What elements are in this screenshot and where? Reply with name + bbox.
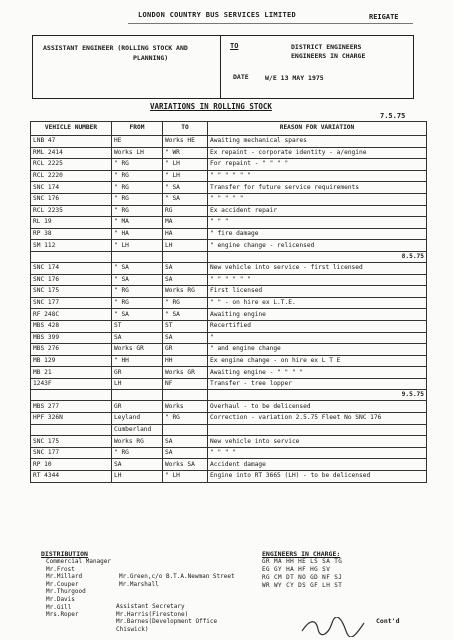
- table-row: [31, 274, 427, 286]
- engineer-code-row: EG GY HA HF HG SV: [262, 566, 331, 573]
- from-cell: ST: [112, 320, 163, 332]
- to-cell: MA: [163, 217, 208, 229]
- reason-cell: " fire damage: [208, 228, 427, 240]
- to-cell: " RG: [163, 413, 208, 425]
- table-row: [31, 459, 427, 471]
- from-cell: " HA: [112, 228, 163, 240]
- reason-cell: ": [208, 332, 427, 344]
- distribution-item: Assistant Secretary: [116, 603, 185, 610]
- memo-to-line: DISTRICT ENGINEERS: [291, 43, 362, 51]
- reason-cell: Overhaul - to be delicensed: [208, 401, 427, 413]
- table-row: [31, 424, 427, 436]
- vehicle-number-cell: SNC 175: [31, 286, 112, 298]
- column-header: VEHICLE NUMBER: [31, 122, 112, 136]
- to-cell: Works RG: [163, 286, 208, 298]
- table-row: [31, 471, 427, 483]
- column-header: REASON FOR VARIATION: [208, 122, 427, 136]
- to-cell: " LH: [163, 159, 208, 171]
- table-row: [31, 344, 427, 356]
- from-cell: " HH: [112, 355, 163, 367]
- from-cell: LH: [112, 378, 163, 390]
- distribution-item: Mr.Couper: [46, 580, 79, 588]
- vehicle-number-cell: RL 19: [31, 217, 112, 229]
- reason-cell: " engine change - relicensed: [208, 240, 427, 252]
- from-cell: " SA: [112, 309, 163, 321]
- vehicle-number-cell: MB 21: [31, 367, 112, 379]
- to-cell: RG: [163, 205, 208, 217]
- from-cell: " MA: [112, 217, 163, 229]
- distribution-item: Mr.Green,c/o B.T.A.Newman Street: [119, 573, 235, 580]
- from-cell: " LH: [112, 240, 163, 252]
- to-cell: HH: [163, 355, 208, 367]
- distribution-item: Mr.Harris(Firestone): [116, 610, 189, 618]
- table-row: [31, 413, 427, 425]
- distribution-title: DISTRIBUTION: [41, 550, 88, 558]
- continued-note: Cont'd: [376, 617, 400, 625]
- table-row: [31, 182, 427, 194]
- reason-cell: " " " ": [208, 447, 427, 459]
- distribution-item: Mr.Frost: [46, 565, 75, 573]
- to-cell: [163, 424, 208, 436]
- to-cell: SA: [163, 274, 208, 286]
- reason-cell: New vehicle into service - first licensed: [208, 262, 427, 274]
- from-cell: " RG: [112, 170, 163, 182]
- distribution-item: Mr.Thurgood: [46, 588, 86, 596]
- memo-to-label: TO: [230, 42, 239, 50]
- reason-cell: " and engine change: [208, 344, 427, 356]
- vehicle-number-cell: LNB 47: [31, 136, 112, 148]
- table-row: [31, 309, 427, 321]
- table-row: [31, 378, 427, 390]
- vehicle-number-cell: SNC 174: [31, 182, 112, 194]
- reason-cell: Awaiting engine - " " " ": [208, 367, 427, 379]
- to-cell: Works HE: [163, 136, 208, 148]
- memo-box-divider: [220, 36, 221, 98]
- distribution-item: Mrs.Roper: [46, 611, 79, 619]
- memo-to-line: ENGINEERS IN CHARGE: [291, 52, 366, 60]
- reason-cell: " " " " " ": [208, 274, 427, 286]
- table-row: [31, 205, 427, 217]
- reason-cell: Accident damage: [208, 459, 427, 471]
- to-cell: " LH: [163, 170, 208, 182]
- memo-to: [291, 43, 365, 61]
- to-cell: ST: [163, 320, 208, 332]
- distribution-item: Mr.Gill: [46, 603, 72, 611]
- table-header-row: [31, 122, 427, 136]
- from-cell: " RG: [112, 182, 163, 194]
- distribution-item: Commercial Manager: [46, 558, 112, 565]
- distribution-middle-lower: [116, 603, 217, 633]
- vehicle-number-cell: MBS 428: [31, 320, 112, 332]
- to-cell: " SA: [163, 193, 208, 205]
- engineer-code-row: RG CM DT NO GD NF SJ: [262, 574, 343, 581]
- to-cell: NF: [163, 378, 208, 390]
- date-cell: 8.5.75: [208, 251, 427, 262]
- to-cell: Works GR: [163, 367, 208, 379]
- table-row: [31, 262, 427, 274]
- table-row: [31, 159, 427, 171]
- to-cell: Works SA: [163, 459, 208, 471]
- reason-cell: Transfer - tree lopper: [208, 378, 427, 390]
- reason-cell: " " - on hire ex L.T.E.: [208, 297, 427, 309]
- from-cell: Works GR: [112, 344, 163, 356]
- vehicle-number-cell: [31, 424, 112, 436]
- from-cell: GR: [112, 367, 163, 379]
- to-cell: SA: [163, 447, 208, 459]
- from-cell: Works RG: [112, 436, 163, 448]
- vehicle-number-cell: SNC 177: [31, 297, 112, 309]
- section-date: 7.5.75: [380, 112, 406, 120]
- vehicle-number-cell: MB 129: [31, 355, 112, 367]
- table-row: [31, 355, 427, 367]
- table-row: [31, 193, 427, 205]
- table-row: [31, 436, 427, 448]
- distribution-middle: [119, 573, 235, 588]
- reason-cell: [208, 424, 427, 436]
- empty-cell: [163, 251, 208, 262]
- vehicle-number-cell: SNC 174: [31, 262, 112, 274]
- vehicle-number-cell: SNC 176: [31, 274, 112, 286]
- vehicle-number-cell: MBS 277: [31, 401, 112, 413]
- reason-cell: Engine into RT 3665 (LH) - to be delicensed: [208, 471, 427, 483]
- vehicle-number-cell: 1243F: [31, 378, 112, 390]
- column-header: TO: [163, 122, 208, 136]
- distribution-item: Mr.Davis: [46, 595, 75, 603]
- from-cell: Works LH: [112, 147, 163, 159]
- vehicle-number-cell: SNC 176: [31, 193, 112, 205]
- memo-from-line: ASSISTANT ENGINEER (ROLLING STOCK AND: [43, 44, 188, 52]
- table-row: [31, 240, 427, 252]
- table-row: [31, 447, 427, 459]
- place-header: REIGATE: [369, 13, 399, 21]
- distribution-item: Chiswick): [116, 625, 149, 633]
- to-cell: GR: [163, 344, 208, 356]
- column-header: FROM: [112, 122, 163, 136]
- table-row: [31, 170, 427, 182]
- distribution-list: [46, 558, 111, 619]
- vehicle-number-cell: RCL 2220: [31, 170, 112, 182]
- from-cell: Leyland: [112, 413, 163, 425]
- to-cell: SA: [163, 262, 208, 274]
- from-cell: SA: [112, 332, 163, 344]
- memo-from: [43, 43, 188, 63]
- reason-cell: Transfer for future service requirements: [208, 182, 427, 194]
- vehicle-number-cell: SNC 175: [31, 436, 112, 448]
- table-row: [31, 401, 427, 413]
- reason-cell: " " " " ": [208, 193, 427, 205]
- company-header: LONDON COUNTRY BUS SERVICES LIMITED: [138, 11, 297, 19]
- to-cell: LH: [163, 240, 208, 252]
- from-cell: " RG: [112, 297, 163, 309]
- signature: [298, 617, 368, 637]
- reason-cell: Ex repaint - corporate identity - a/engine: [208, 147, 427, 159]
- table-row: [31, 147, 427, 159]
- memo-date-value: W/E 13 MAY 1975: [265, 74, 324, 82]
- reason-cell: For repaint - " " " ": [208, 159, 427, 171]
- date-row: [31, 390, 427, 401]
- table-row: [31, 136, 427, 148]
- vehicle-number-cell: RP 38: [31, 228, 112, 240]
- reason-cell: " " " " " ": [208, 170, 427, 182]
- distribution-item: Mr.Marshall: [119, 580, 159, 588]
- table-row: [31, 228, 427, 240]
- vehicle-number-cell: RCL 2235: [31, 205, 112, 217]
- from-cell: " RG: [112, 286, 163, 298]
- reason-cell: New vehicle into service: [208, 436, 427, 448]
- date-row: [31, 251, 427, 262]
- to-cell: SA: [163, 332, 208, 344]
- vehicle-number-cell: RML 2414: [31, 147, 112, 159]
- from-cell: HE: [112, 136, 163, 148]
- reason-cell: Recertified: [208, 320, 427, 332]
- vehicle-number-cell: RF 248C: [31, 309, 112, 321]
- empty-cell: [31, 390, 112, 401]
- to-cell: " LH: [163, 471, 208, 483]
- engineers-title: ENGINEERS IN CHARGE:: [262, 550, 341, 558]
- vehicle-number-cell: HPF 326N: [31, 413, 112, 425]
- vehicle-number-cell: MBS 276: [31, 344, 112, 356]
- reason-cell: First licensed: [208, 286, 427, 298]
- reason-cell: Awaiting engine: [208, 309, 427, 321]
- to-cell: " WR: [163, 147, 208, 159]
- to-cell: " SA: [163, 309, 208, 321]
- table-row: [31, 332, 427, 344]
- distribution-item: Mr.Millard: [46, 573, 83, 581]
- reason-cell: " " ": [208, 217, 427, 229]
- from-cell: GR: [112, 401, 163, 413]
- table-row: [31, 217, 427, 229]
- from-cell: " RG: [112, 205, 163, 217]
- vehicle-number-cell: SNC 177: [31, 447, 112, 459]
- from-cell: " SA: [112, 262, 163, 274]
- variations-table: [30, 121, 427, 483]
- from-cell: " SA: [112, 274, 163, 286]
- memo-from-line: PLANNING): [133, 54, 169, 62]
- to-cell: HA: [163, 228, 208, 240]
- vehicle-number-cell: SM 112: [31, 240, 112, 252]
- from-cell: " RG: [112, 447, 163, 459]
- from-cell: LH: [112, 471, 163, 483]
- reason-cell: Awaiting mechanical spares: [208, 136, 427, 148]
- empty-cell: [112, 390, 163, 401]
- document-title: VARIATIONS IN ROLLING STOCK: [150, 102, 272, 111]
- table-row: [31, 286, 427, 298]
- empty-cell: [31, 251, 112, 262]
- engineer-code-row: WR WY CY DS GF LH ST: [262, 582, 343, 589]
- from-cell: " RG: [112, 159, 163, 171]
- memo-header-box: [32, 35, 414, 99]
- reason-cell: Ex engine change - on hire ex L T E: [208, 355, 427, 367]
- date-cell: 9.5.75: [208, 390, 427, 401]
- engineer-code-row: GR MA HH HE LS SA TG: [262, 558, 343, 565]
- from-cell: Cumberland: [112, 424, 163, 436]
- to-cell: Works: [163, 401, 208, 413]
- vehicle-number-cell: RCL 2225: [31, 159, 112, 171]
- table-row: [31, 297, 427, 309]
- distribution-item: Mr.Barnes(Development Office: [116, 618, 218, 626]
- empty-cell: [163, 390, 208, 401]
- from-cell: SA: [112, 459, 163, 471]
- reason-cell: Ex accident repair: [208, 205, 427, 217]
- header-rule: [128, 23, 413, 24]
- vehicle-number-cell: RT 4344: [31, 471, 112, 483]
- engineers-codes: [262, 558, 342, 590]
- reason-cell: Correction - variation 2.5.75 Fleet No SNC 176: [208, 413, 427, 425]
- vehicle-number-cell: RP 10: [31, 459, 112, 471]
- vehicle-number-cell: MBS 399: [31, 332, 112, 344]
- from-cell: " RG: [112, 193, 163, 205]
- table-row: [31, 320, 427, 332]
- to-cell: " RG: [163, 297, 208, 309]
- table-row: [31, 367, 427, 379]
- to-cell: " SA: [163, 182, 208, 194]
- empty-cell: [112, 251, 163, 262]
- to-cell: SA: [163, 436, 208, 448]
- memo-date-label: DATE: [233, 73, 249, 81]
